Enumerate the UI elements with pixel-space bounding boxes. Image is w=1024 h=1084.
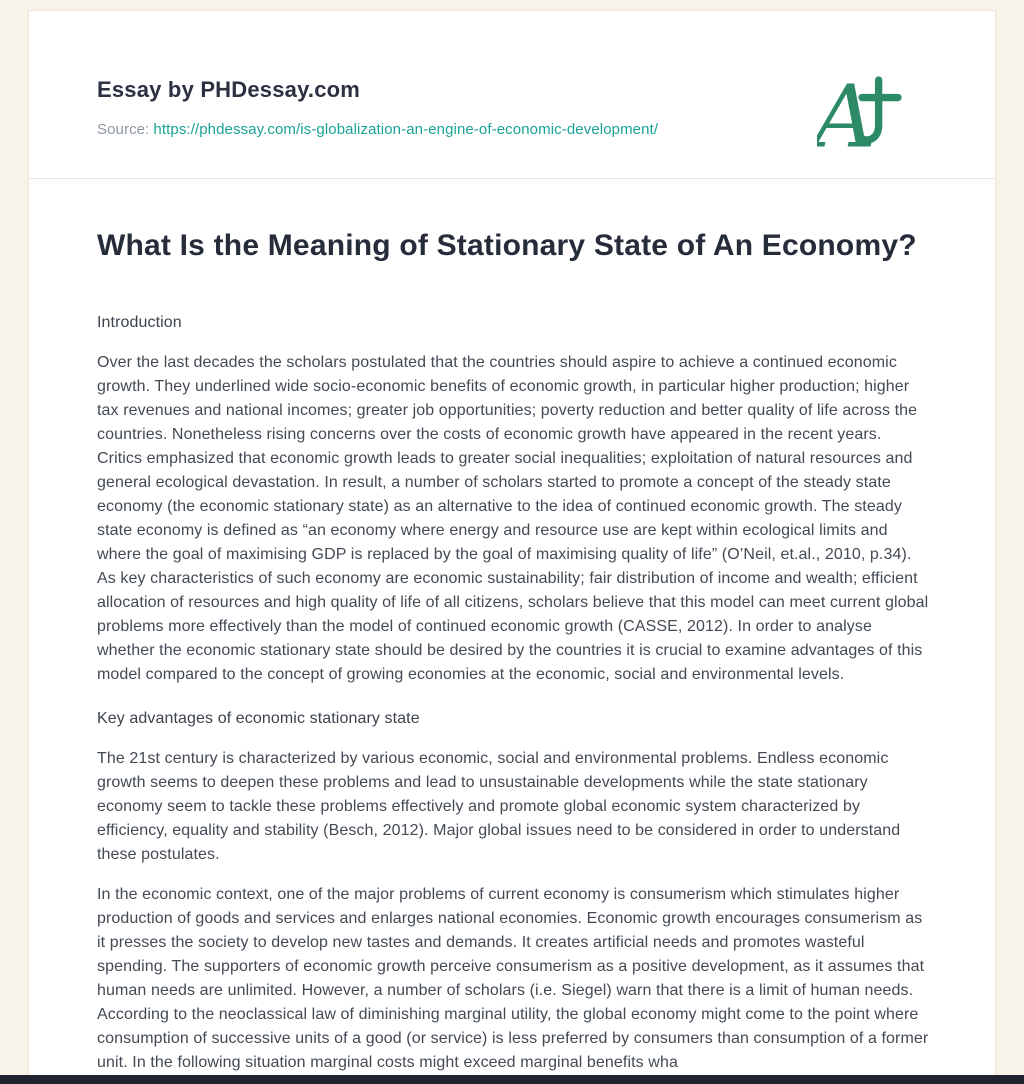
essay-paragraph: The 21st century is characterized by various economic, social and environmental problems. Endless economic growth seems to deepen these problems and lead to unsustainable developments while the state stationary economy seem to tackle these problems effectively and promote global economic system characterized by efficiency, equality and stability (Besch, 2012). Major global issues need to be considered in order to understand these postulates. bbox=[97, 750, 901, 863]
header bbox=[29, 11, 995, 179]
source-url-link[interactable]: https://phdessay.com/is-globalization-an-engine-of-economic-development/ bbox=[153, 121, 659, 138]
essay-card bbox=[28, 10, 996, 1084]
phdessay-logo bbox=[817, 69, 909, 166]
essay-body bbox=[29, 265, 995, 1084]
source-line bbox=[97, 121, 658, 138]
footer-bar bbox=[0, 1075, 1024, 1084]
svg-text:A: A bbox=[817, 69, 876, 161]
brand-title: Essay by PHDessay.com bbox=[97, 77, 361, 102]
phdessay-a-plus-logo-icon bbox=[817, 69, 909, 161]
essay-title: What Is the Meaning of Stationary State of An Economy? bbox=[97, 229, 917, 262]
essay-paragraph: Over the last decades the scholars postulated that the countries should aspire to achieve a continued economic growth. They underlined wide socio-economic benefits of economic growth, in particular higher production; higher tax revenues and national incomes; greater job opportunities; poverty reduction and better quality of life across the countries. Nonetheless rising concerns over the costs of economic growth have appeared in the recent years. Critics emphasized that economic growth leads to greater social inequalities; exploitation of natural resources and general ecological devastation. In result, a number of scholars started to promote a concept of the steady state economy (the economic stationary state) as an alternative to the idea of continued economic growth. The steady state economy is defined as “an economy where energy and resource use are kept within ecological limits and where the goal of maximising GDP is replaced by the goal of maximising quality of life” (O’Neil, et.al., 2010, p.34). As key characteristics of such economy are economic sustainability; fair distribution of income and wealth; efficient allocation of resources and high quality of life of all citizens, scholars believe that this model can meet current global problems more effectively than the model of continued economic growth (CASSE, 2012). In order to analyse whether the economic stationary state should be desired by the countries it is crucial to examine advantages of this model compared to the concept of growing economies at the economic, social and environmental levels. bbox=[97, 354, 929, 683]
source-label: Source: bbox=[97, 121, 150, 138]
section-heading: Key advantages of economic stationary state bbox=[97, 710, 420, 727]
section-heading: Introduction bbox=[97, 314, 182, 331]
essay-paragraph: In the economic context, one of the major problems of current economy is consumerism which stimulates higher production of goods and services and enlarges national economies. Economic growth encourages consumerism as it presses the society to develop new tastes and demands. It creates artificial needs and promotes wasteful spending. The supporters of economic growth perceive consumerism as a positive development, as it assumes that human needs are unlimited. However, a number of scholars (i.e. Siegel) warn that there is a limit of human needs. According to the neoclassical law of diminishing marginal utility, the global economy might come to the point where consumption of successive units of a good (or service) is less preferred by consumers than consumption of a former unit. In the following situation marginal costs might exceed marginal benefits wha bbox=[97, 886, 929, 1071]
header-text-block bbox=[97, 77, 658, 178]
